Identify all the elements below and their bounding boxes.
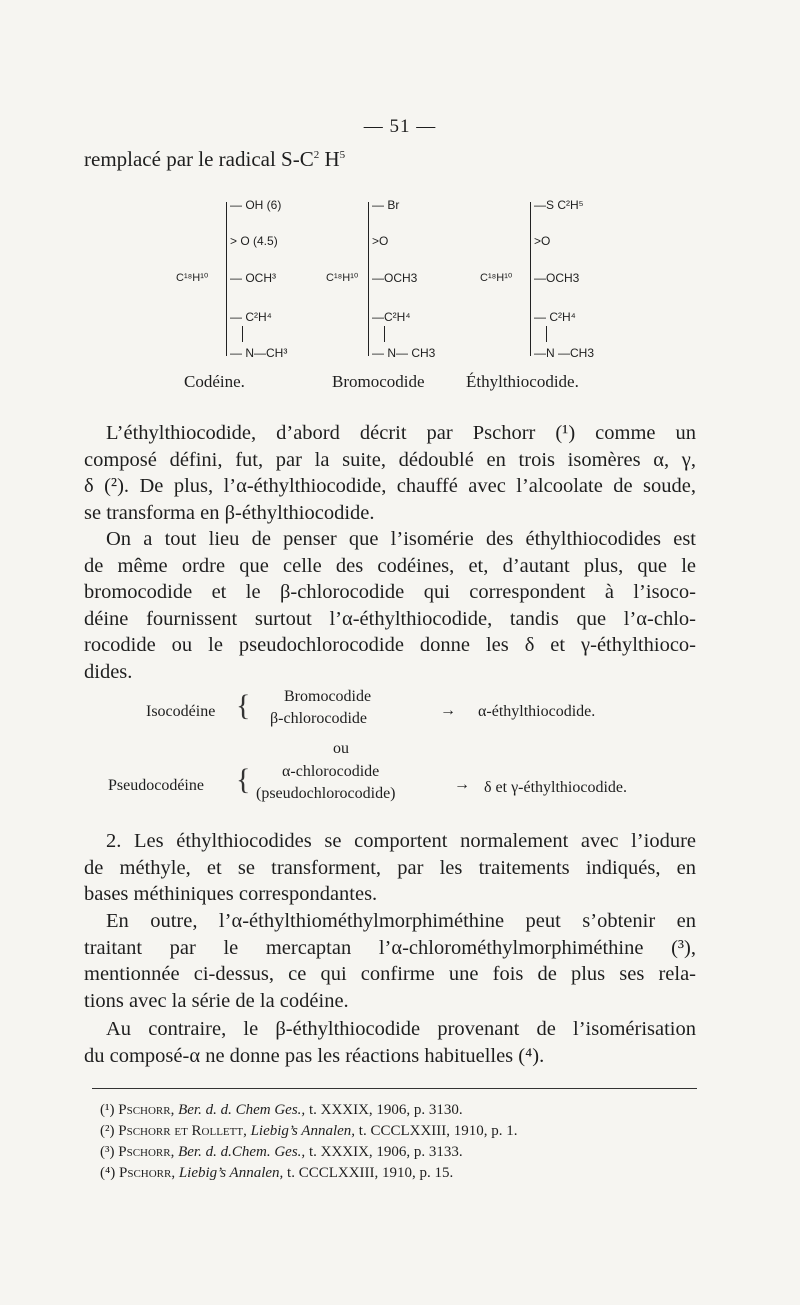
scheme-result-2: δ et γ-éthylthiocodide. xyxy=(484,779,628,796)
intro-text: remplacé par le radical S-C xyxy=(84,147,314,171)
formula-row: >O xyxy=(372,234,389,248)
formula-bromocodide xyxy=(326,198,476,398)
scheme-alpha-chlorocodide: α-chlorocodide xyxy=(282,763,380,780)
paragraph-5 xyxy=(84,1016,696,1069)
formula-row: —S C²H⁵ xyxy=(534,198,584,212)
text-line: 2. Les éthylthiocodides se comportent normalement avec l’iodure xyxy=(106,830,696,852)
text-line: L’éthylthiocodide, d’abord décrit par Pschorr (¹) comme un xyxy=(106,422,696,444)
footnote-source: Liebig’s Annalen, xyxy=(178,1165,284,1181)
footnote xyxy=(100,1142,700,1163)
text-line: dides. xyxy=(84,660,133,683)
paragraph-1 xyxy=(84,420,696,526)
scheme-bromocodide: Bromocodide xyxy=(284,688,372,705)
formula-bond xyxy=(242,326,243,342)
footnote-rule xyxy=(92,1088,697,1089)
footnote-source: Ber. d. d. Chem Ges., xyxy=(178,1102,306,1118)
footnote-author: Pschorr, xyxy=(118,1165,176,1181)
scheme-isocodeine: Isocodéine xyxy=(146,703,216,720)
text-line: bromocodide et le β-chlorocodide qui correspondent à l’isoco- xyxy=(84,581,696,603)
formula-row: —N —CH3 xyxy=(534,346,595,360)
formula-base: C¹⁸H¹⁰ xyxy=(176,272,209,284)
formula-row: — N—CH³ xyxy=(230,346,288,360)
text-line: bases méthiniques correspondantes. xyxy=(84,883,378,905)
text-line: se transforma en β-éthylthiocodide. xyxy=(84,501,375,524)
footnote-mark: (⁴) xyxy=(100,1165,116,1181)
footnote xyxy=(100,1163,700,1184)
scheme-pseudochlorocodide: (pseudochlorocodide) xyxy=(256,785,396,802)
footnote-ref: t. XXXIX, 1906, p. 3133. xyxy=(308,1144,463,1160)
text-line: δ (²). De plus, l’α-éthylthiocodide, chauffé avec l’alcoolate de soude, xyxy=(84,475,696,497)
footnote-author: Pschorr et Rollett, xyxy=(118,1123,247,1139)
formula-row: — C²H⁴ xyxy=(534,310,576,324)
formula-bond xyxy=(546,326,547,342)
text-line: déine fournissent surtout l’α-éthylthiocodide, tandis que l’α-chlo- xyxy=(84,607,696,630)
formula-row: —OCH3 xyxy=(372,271,418,285)
formula-brace xyxy=(530,202,531,356)
footnote-source: Ber. d. d.Chem. Ges., xyxy=(178,1144,306,1160)
paragraph-2 xyxy=(84,526,696,685)
reaction-scheme xyxy=(0,686,800,816)
text-line: En outre, l’α-éthylthiométhylmorphiméthine peut s’obtenir en xyxy=(106,910,696,932)
footnote-ref: t. CCCLXXIII, 1910, p. 15. xyxy=(287,1165,454,1181)
formula-row: — OH (6) xyxy=(230,198,282,212)
paragraph-4 xyxy=(84,908,696,1014)
formula-codeine xyxy=(176,198,316,398)
text-line: mentionnée ci-dessus, ce qui confirme une fois de plus ses rela- xyxy=(84,963,696,985)
formula-row: — Br xyxy=(372,198,400,212)
footnote-mark: (²) xyxy=(100,1123,115,1139)
formula-row: — N— CH3 xyxy=(372,346,436,360)
intro-sup-1: 2 xyxy=(313,149,320,161)
text-line: de méthyle, et se transforment, par les traitements indiqués, en xyxy=(84,856,696,879)
formula-base: C¹⁸H¹⁰ xyxy=(326,272,359,284)
footnote-author: Pschorr, xyxy=(118,1102,175,1118)
footnotes xyxy=(100,1100,700,1184)
formula-row: >O xyxy=(534,234,551,248)
formula-row: —C²H⁴ xyxy=(372,310,411,324)
text-line: tions avec la série de la codéine. xyxy=(84,989,349,1012)
intro-line xyxy=(84,147,345,172)
intro-sup-2: 5 xyxy=(339,149,346,161)
text-line: de même ordre que celle des codéines, et, d’autant plus, que le xyxy=(84,554,696,577)
scheme-pseudocodeine: Pseudocodéine xyxy=(108,777,204,794)
footnote-source: Liebig’s Annalen, xyxy=(250,1123,356,1139)
footnote-ref: t. XXXIX, 1906, p. 3130. xyxy=(308,1102,463,1118)
intro-mid: H xyxy=(319,147,340,171)
footnote xyxy=(100,1100,700,1121)
text-line: On a tout lieu de penser que l’isomérie des éthylthiocodides est xyxy=(106,528,696,550)
scheme-bracket: { xyxy=(236,689,251,722)
footnote-mark: (¹) xyxy=(100,1102,115,1118)
scheme-result-1: α-éthylthiocodide. xyxy=(478,703,596,720)
formula-caption: Codéine. xyxy=(184,372,245,391)
text-line: du composé-α ne donne pas les réactions habituelles (⁴). xyxy=(84,1044,545,1067)
formula-caption: Éthylthiocodide. xyxy=(466,372,579,391)
paragraph-3 xyxy=(84,828,696,908)
scheme-arrow-2: → xyxy=(454,776,470,793)
formula-bond xyxy=(384,326,385,342)
scheme-arrow-1: → xyxy=(440,702,456,719)
footnote-author: Pschorr, xyxy=(118,1144,175,1160)
text-line: traitant par le mercaptan l’α-chlorométhylmorphiméthine (³), xyxy=(84,936,696,959)
formula-ethylthiocodide xyxy=(466,198,640,398)
formula-brace xyxy=(368,202,369,356)
page-number: — 51 — xyxy=(363,116,437,137)
formula-base: C¹⁸H¹⁰ xyxy=(480,272,513,284)
formula-row: — C²H⁴ xyxy=(230,310,272,324)
footnote xyxy=(100,1121,700,1142)
text-line: Au contraire, le β-éthylthiocodide provenant de l’isomérisation xyxy=(106,1018,696,1040)
formula-caption: Bromocodide xyxy=(332,372,425,391)
formula-row: — OCH³ xyxy=(230,271,276,285)
formula-row: —OCH3 xyxy=(534,271,580,285)
footnote-ref: t. CCCLXXIII, 1910, p. 1. xyxy=(358,1123,518,1139)
text-line: rocodide ou le pseudochlorocodide donne les δ et γ-éthylthioco- xyxy=(84,634,696,656)
formula-brace xyxy=(226,202,227,356)
scheme-bracket: { xyxy=(236,763,251,796)
scheme-beta-chlorocodide: β-chlorocodide xyxy=(270,710,367,727)
text-line: composé défini, fut, par la suite, dédoublé en trois isomères α, γ, xyxy=(84,448,696,471)
scheme-ou: ou xyxy=(333,740,349,757)
footnote-mark: (³) xyxy=(100,1144,115,1160)
formula-row: > O (4.5) xyxy=(230,234,278,248)
